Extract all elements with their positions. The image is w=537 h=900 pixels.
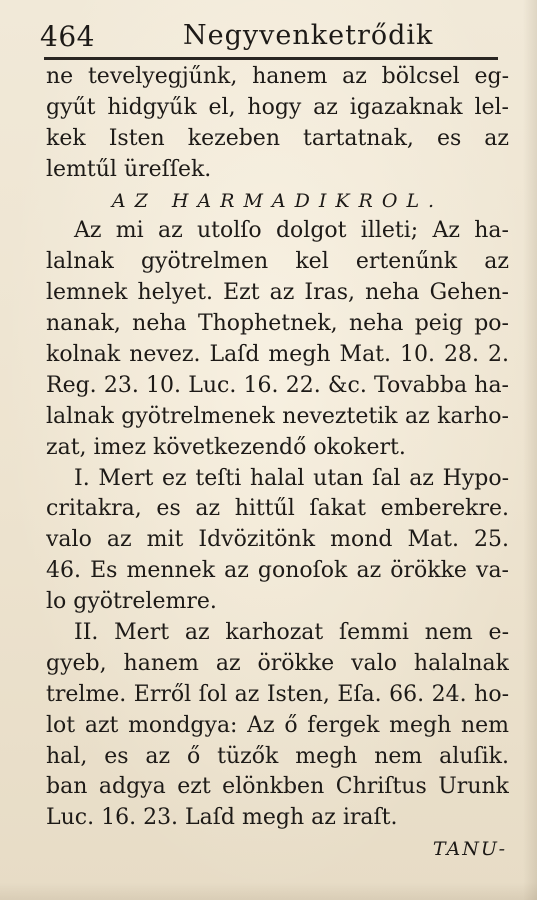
text-line: ne tevelyegjűnk, hanem az bölcsel eg- — [46, 64, 509, 89]
text-line: kek Isten kezeben tartatnak, es az — [46, 125, 509, 151]
text-line: critakra, es az hittűl ſakat emberekre. — [46, 496, 509, 522]
paragraph-first-line: I. Mert ez teſti halal utan ſal az Hypo- — [74, 465, 509, 491]
paragraph-last-line: Luc. 16. 23. Laſd megh az iraſt. — [46, 805, 398, 831]
page-number: 464 — [40, 20, 95, 53]
text-line: valo az mit Idvözitönk mond Mat. 25. — [46, 527, 509, 553]
paragraph-last-line: lo gyötrelemre. — [46, 589, 217, 615]
text-line: lemnek helyet. Ezt az Iras, neha Gehen- — [46, 280, 509, 306]
text-line: lalnak gyötrelmenek neveztetik az karho- — [46, 403, 509, 429]
header-rule — [44, 57, 498, 60]
text-line: lot azt mondgya: Az ő fergek megh nem — [46, 712, 509, 738]
text-line: 46. Es mennek az gonoſok az örökke va- — [46, 558, 509, 584]
text-line: gyeb, hanem az örökke valo halalnak — [46, 650, 509, 676]
text-line: trelme. Erről ſol az Isten, Eſa. 66. 24. ho- — [46, 681, 509, 707]
text-line: kolnak nevez. Laſd megh Mat. 10. 28. 2. — [46, 342, 509, 368]
section-heading: AZ HARMADIKROL. — [111, 189, 444, 212]
text-line: Reg. 23. 10. Luc. 16. 22. &c. Tovabba ha- — [46, 372, 509, 398]
text-line: nanak, neha Thophetnek, neha peig po- — [46, 311, 509, 337]
paragraph-last-line: zat, imez következendő okokert. — [46, 434, 406, 460]
page-header — [38, 14, 498, 54]
running-head: Negyvenketrődik — [183, 20, 434, 51]
paragraph-first-line: II. Mert az karhozat ſemmi nem e- — [74, 620, 509, 646]
paragraph-first-line: Az mi az utolſo dolgot illeti; Az ha- — [74, 218, 509, 244]
catchword: TANU- — [432, 838, 507, 861]
paragraph-last-line: lemtűl üreſſek. — [46, 156, 212, 182]
text-line: ban adgya ezt elönkben Chriſtus Urunk — [46, 774, 509, 800]
text-line: gyűt hidgyűk el, hogy az igazaknak lel- — [46, 94, 509, 120]
page-bottom-shadow — [0, 882, 537, 900]
page-edge-shadow — [523, 0, 537, 900]
body-text — [46, 62, 509, 865]
text-line: hal, es az ő tüzők megh nem aluſik. — [46, 743, 509, 769]
text-line: lalnak gyötrelmen kel ertenűnk az — [46, 249, 509, 275]
